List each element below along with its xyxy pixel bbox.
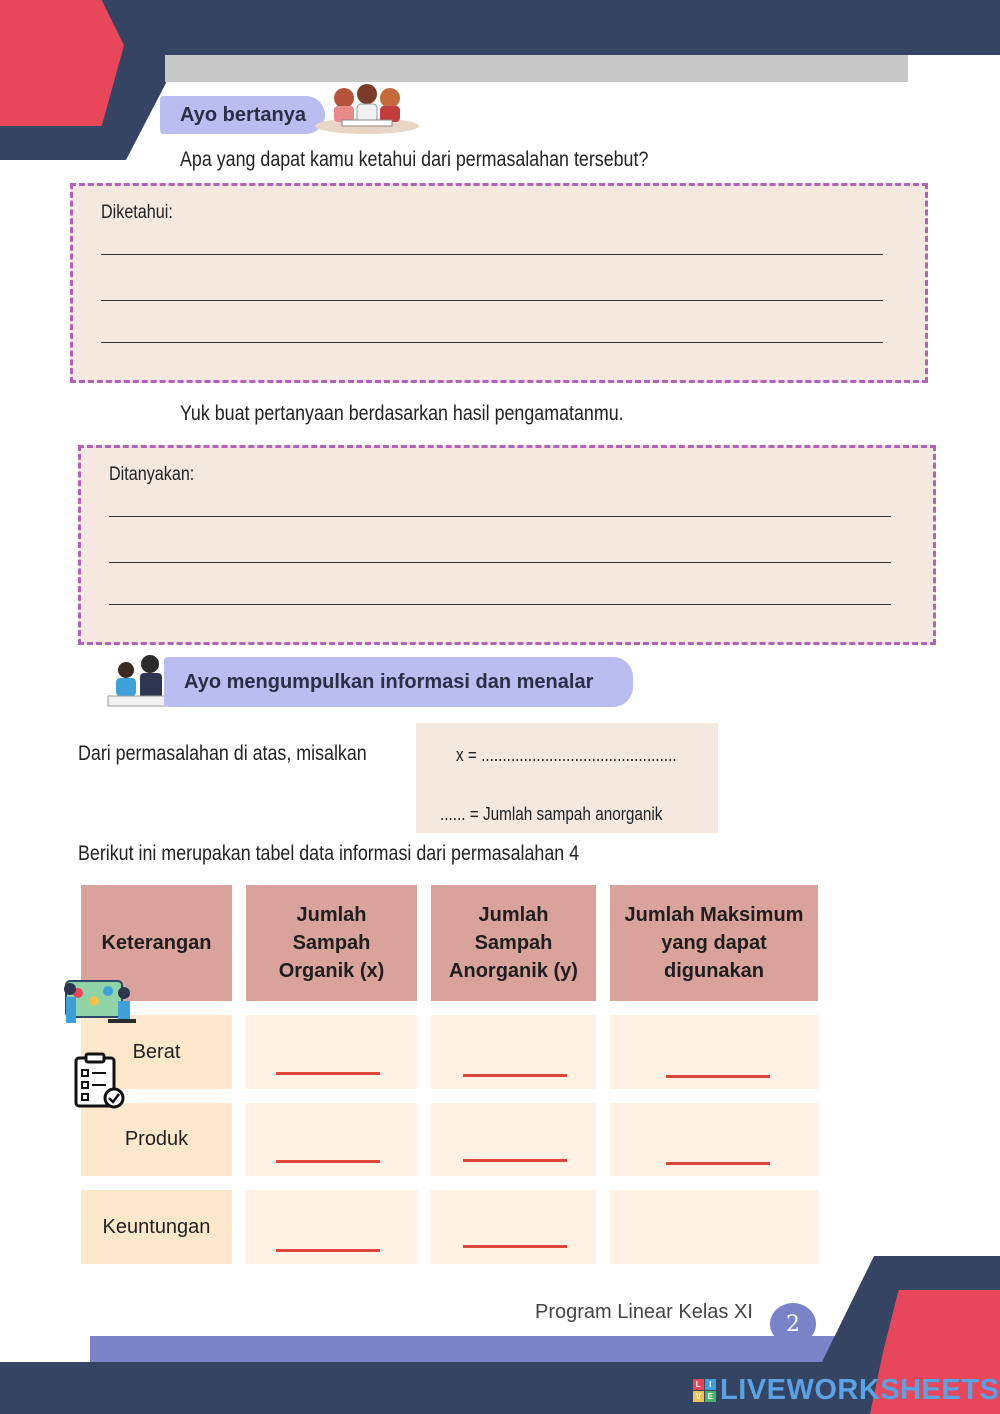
table-header-maksimum: Jumlah Maksimum yang dapat digunakan (610, 885, 818, 1001)
answer-blank-keuntungan-anorganik[interactable] (463, 1245, 567, 1248)
brand-logo-text: LIVEWORKSHEETS (720, 1374, 1000, 1406)
section-title-ask-text: Ayo bertanya (180, 103, 306, 126)
table-cell (610, 1103, 818, 1176)
section-title-ask (160, 96, 325, 134)
asked-box (78, 445, 936, 645)
known-label: Diketahui: (101, 202, 173, 223)
table-row-label-produk: Produk (81, 1103, 232, 1176)
table-cell (246, 1015, 417, 1089)
answer-blank-berat-anorganik[interactable] (463, 1074, 567, 1077)
page-number: 2 (770, 1303, 816, 1345)
variable-intro: Dari permasalahan di atas, misalkan (78, 742, 367, 765)
asked-answer-line-3[interactable] (109, 604, 891, 605)
header-corner-red (0, 0, 124, 126)
table-cell (431, 1103, 596, 1176)
students-reading-illustration (312, 80, 422, 138)
answer-blank-berat-maksimum[interactable] (666, 1075, 770, 1078)
table-header-keterangan: Keterangan (81, 885, 232, 1001)
table-cell (431, 1015, 596, 1089)
table-cell (246, 1103, 417, 1176)
answer-blank-produk-maksimum[interactable] (666, 1162, 770, 1165)
table-cell (610, 1190, 818, 1264)
known-answer-line-2[interactable] (101, 300, 883, 301)
variable-box (416, 723, 718, 833)
table-cell (431, 1190, 596, 1264)
footer-band (90, 1336, 890, 1364)
variable-x-line[interactable]: x = .............................................. (456, 745, 677, 765)
table-row-label-keuntungan: Keuntungan (81, 1190, 232, 1264)
checklist-icon (72, 1052, 126, 1110)
teacher-student-illustration (106, 652, 170, 710)
header-grey-bar (165, 55, 908, 82)
table-header-organik: Jumlah Sampah Organik (x) (246, 885, 417, 1001)
question-text: Apa yang dapat kamu ketahui dari permasalahan tersebut? (180, 148, 649, 171)
section-title-gather (164, 657, 633, 707)
table-cell (246, 1190, 417, 1264)
known-box (70, 183, 928, 383)
table-row-label-berat: Berat (81, 1015, 232, 1089)
asked-label: Ditanyakan: (109, 464, 195, 485)
asked-answer-line-2[interactable] (109, 562, 891, 563)
section-title-gather-text: Ayo mengumpulkan informasi dan menalar (184, 670, 594, 693)
known-answer-line-3[interactable] (101, 342, 883, 343)
variable-y-line[interactable]: ...... = Jumlah sampah anorganik (440, 804, 663, 824)
team-planning-illustration (58, 975, 142, 1037)
brand-logo-icon: L I V E (693, 1379, 716, 1402)
answer-blank-produk-organik[interactable] (276, 1160, 380, 1163)
asked-answer-line-1[interactable] (109, 516, 891, 517)
footer-title: Program Linear Kelas XI (535, 1301, 753, 1323)
prompt-text: Yuk buat pertanyaan berdasarkan hasil pengamatanmu. (180, 402, 624, 425)
answer-blank-berat-organik[interactable] (276, 1072, 380, 1075)
known-answer-line-1[interactable] (101, 254, 883, 255)
answer-blank-produk-anorganik[interactable] (463, 1159, 567, 1162)
table-header-anorganik: Jumlah Sampah Anorganik (y) (431, 885, 596, 1001)
table-intro: Berikut ini merupakan tabel data informasi dari permasalahan 4 (78, 842, 580, 865)
answer-blank-keuntungan-organik[interactable] (276, 1249, 380, 1252)
brand-logo (693, 1374, 999, 1407)
